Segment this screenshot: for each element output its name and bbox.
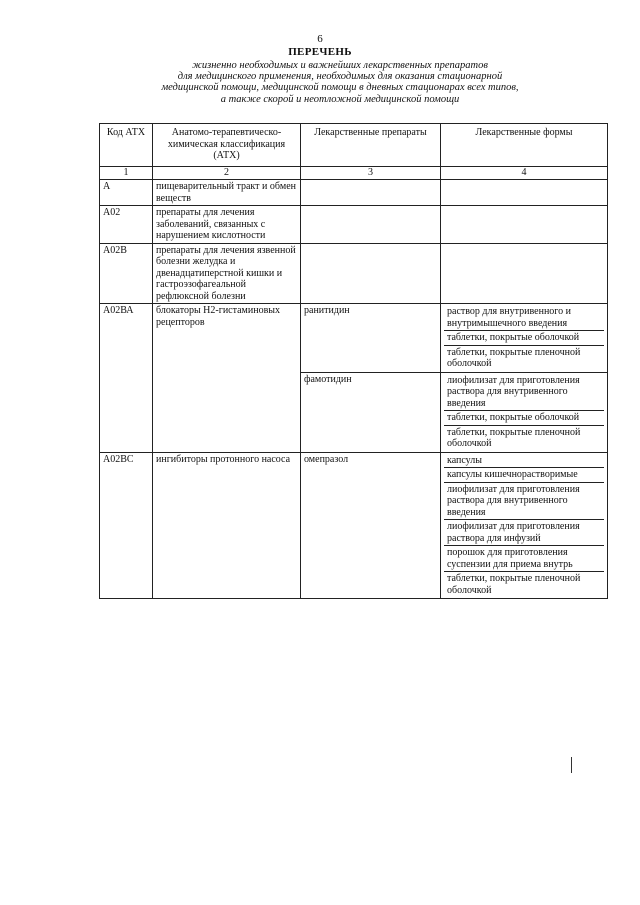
drug-cell: омепразол	[301, 452, 441, 599]
dosage-form-item: лиофилизат для приготовления раствора для внутривенного введения	[444, 374, 604, 412]
column-number: 3	[301, 167, 441, 180]
atx-code-cell: А	[100, 180, 153, 206]
atx-group-cell: препараты для лечения язвенной болезни желудка и двенадцатиперстной кишки и гастроэзофагеальной рефлюксной болезни	[153, 243, 301, 304]
dosage-form-item: капсулы кишечнорастворимые	[444, 468, 604, 483]
header-atx-classification: Анатомо-терапевтическо-химическая классификация (АТХ)	[153, 124, 301, 167]
forms-cell	[441, 243, 608, 304]
document-title: ПЕРЕЧЕНЬ	[288, 46, 352, 58]
table-row	[100, 304, 608, 373]
dosage-form-item: таблетки, покрытые пленочной оболочкой	[447, 346, 581, 369]
dosage-form-item: таблетки, покрытые оболочкой	[444, 331, 604, 346]
atx-group-cell: блокаторы Н2-гистаминовых рецепторов	[153, 304, 301, 453]
atx-code-cell: А02В	[100, 243, 153, 304]
subtitle-line: медицинской помощи, медицинской помощи в дневных стационарах всех типов,	[161, 82, 519, 94]
dosage-form-item: лиофилизат для приготовления раствора для инфузий	[444, 520, 604, 546]
drug-cell	[301, 180, 441, 206]
header-dosage-forms: Лекарственные формы	[441, 124, 608, 167]
table-row	[100, 206, 608, 244]
forms-cell	[441, 206, 608, 244]
subtitle-line: для медицинского применения, необходимых для оказания стационарной	[177, 71, 503, 83]
atx-group-cell: ингибиторы протонного насоса	[153, 452, 301, 599]
drug-cell	[301, 243, 441, 304]
subtitle-line: а также скорой и неотложной медицинской помощи	[220, 93, 460, 105]
page-number: 6	[317, 33, 323, 45]
forms-cell	[441, 372, 608, 452]
column-numbers-row	[100, 167, 608, 180]
atx-group-cell: препараты для лечения заболеваний, связанных с нарушением кислотности	[153, 206, 301, 244]
column-number: 2	[153, 167, 301, 180]
forms-cell	[441, 180, 608, 206]
column-number: 4	[441, 167, 608, 180]
subtitle-line: жизненно необходимых и важнейших лекарственных препаратов	[192, 60, 488, 71]
dosage-form-item: таблетки, покрытые пленочной оболочкой	[447, 426, 581, 449]
dosage-form-item: лиофилизат для приготовления раствора для внутривенного введения	[444, 483, 604, 521]
atx-code-cell: А02	[100, 206, 153, 244]
dosage-form-item: порошок для приготовления суспензии для приема внутрь	[444, 546, 604, 572]
document-subtitle	[60, 60, 620, 105]
drug-cell: ранитидин	[301, 304, 441, 373]
dosage-form-item: таблетки, покрытые пленочной оболочкой	[447, 573, 581, 596]
drug-cell	[301, 206, 441, 244]
table-row	[100, 243, 608, 304]
dosage-form-item: раствор для внутривенного и внутримышечного введения	[444, 305, 604, 331]
atx-code-cell: А02ВА	[100, 304, 153, 453]
header-drugs: Лекарственные препараты	[301, 124, 441, 167]
forms-cell	[441, 452, 608, 599]
dosage-form-item: капсулы	[444, 454, 604, 469]
forms-cell	[441, 304, 608, 373]
drug-cell: фамотидин	[301, 372, 441, 452]
table-row	[100, 452, 608, 599]
table-header-row	[100, 124, 608, 167]
margin-mark	[571, 757, 572, 773]
atx-drug-table	[99, 123, 608, 599]
header-atx-code: Код АТХ	[100, 124, 153, 167]
dosage-form-item: таблетки, покрытые оболочкой	[444, 411, 604, 426]
column-number: 1	[100, 167, 153, 180]
table-row	[100, 180, 608, 206]
atx-group-cell: пищеварительный тракт и обмен веществ	[153, 180, 301, 206]
atx-code-cell: А02ВС	[100, 452, 153, 599]
